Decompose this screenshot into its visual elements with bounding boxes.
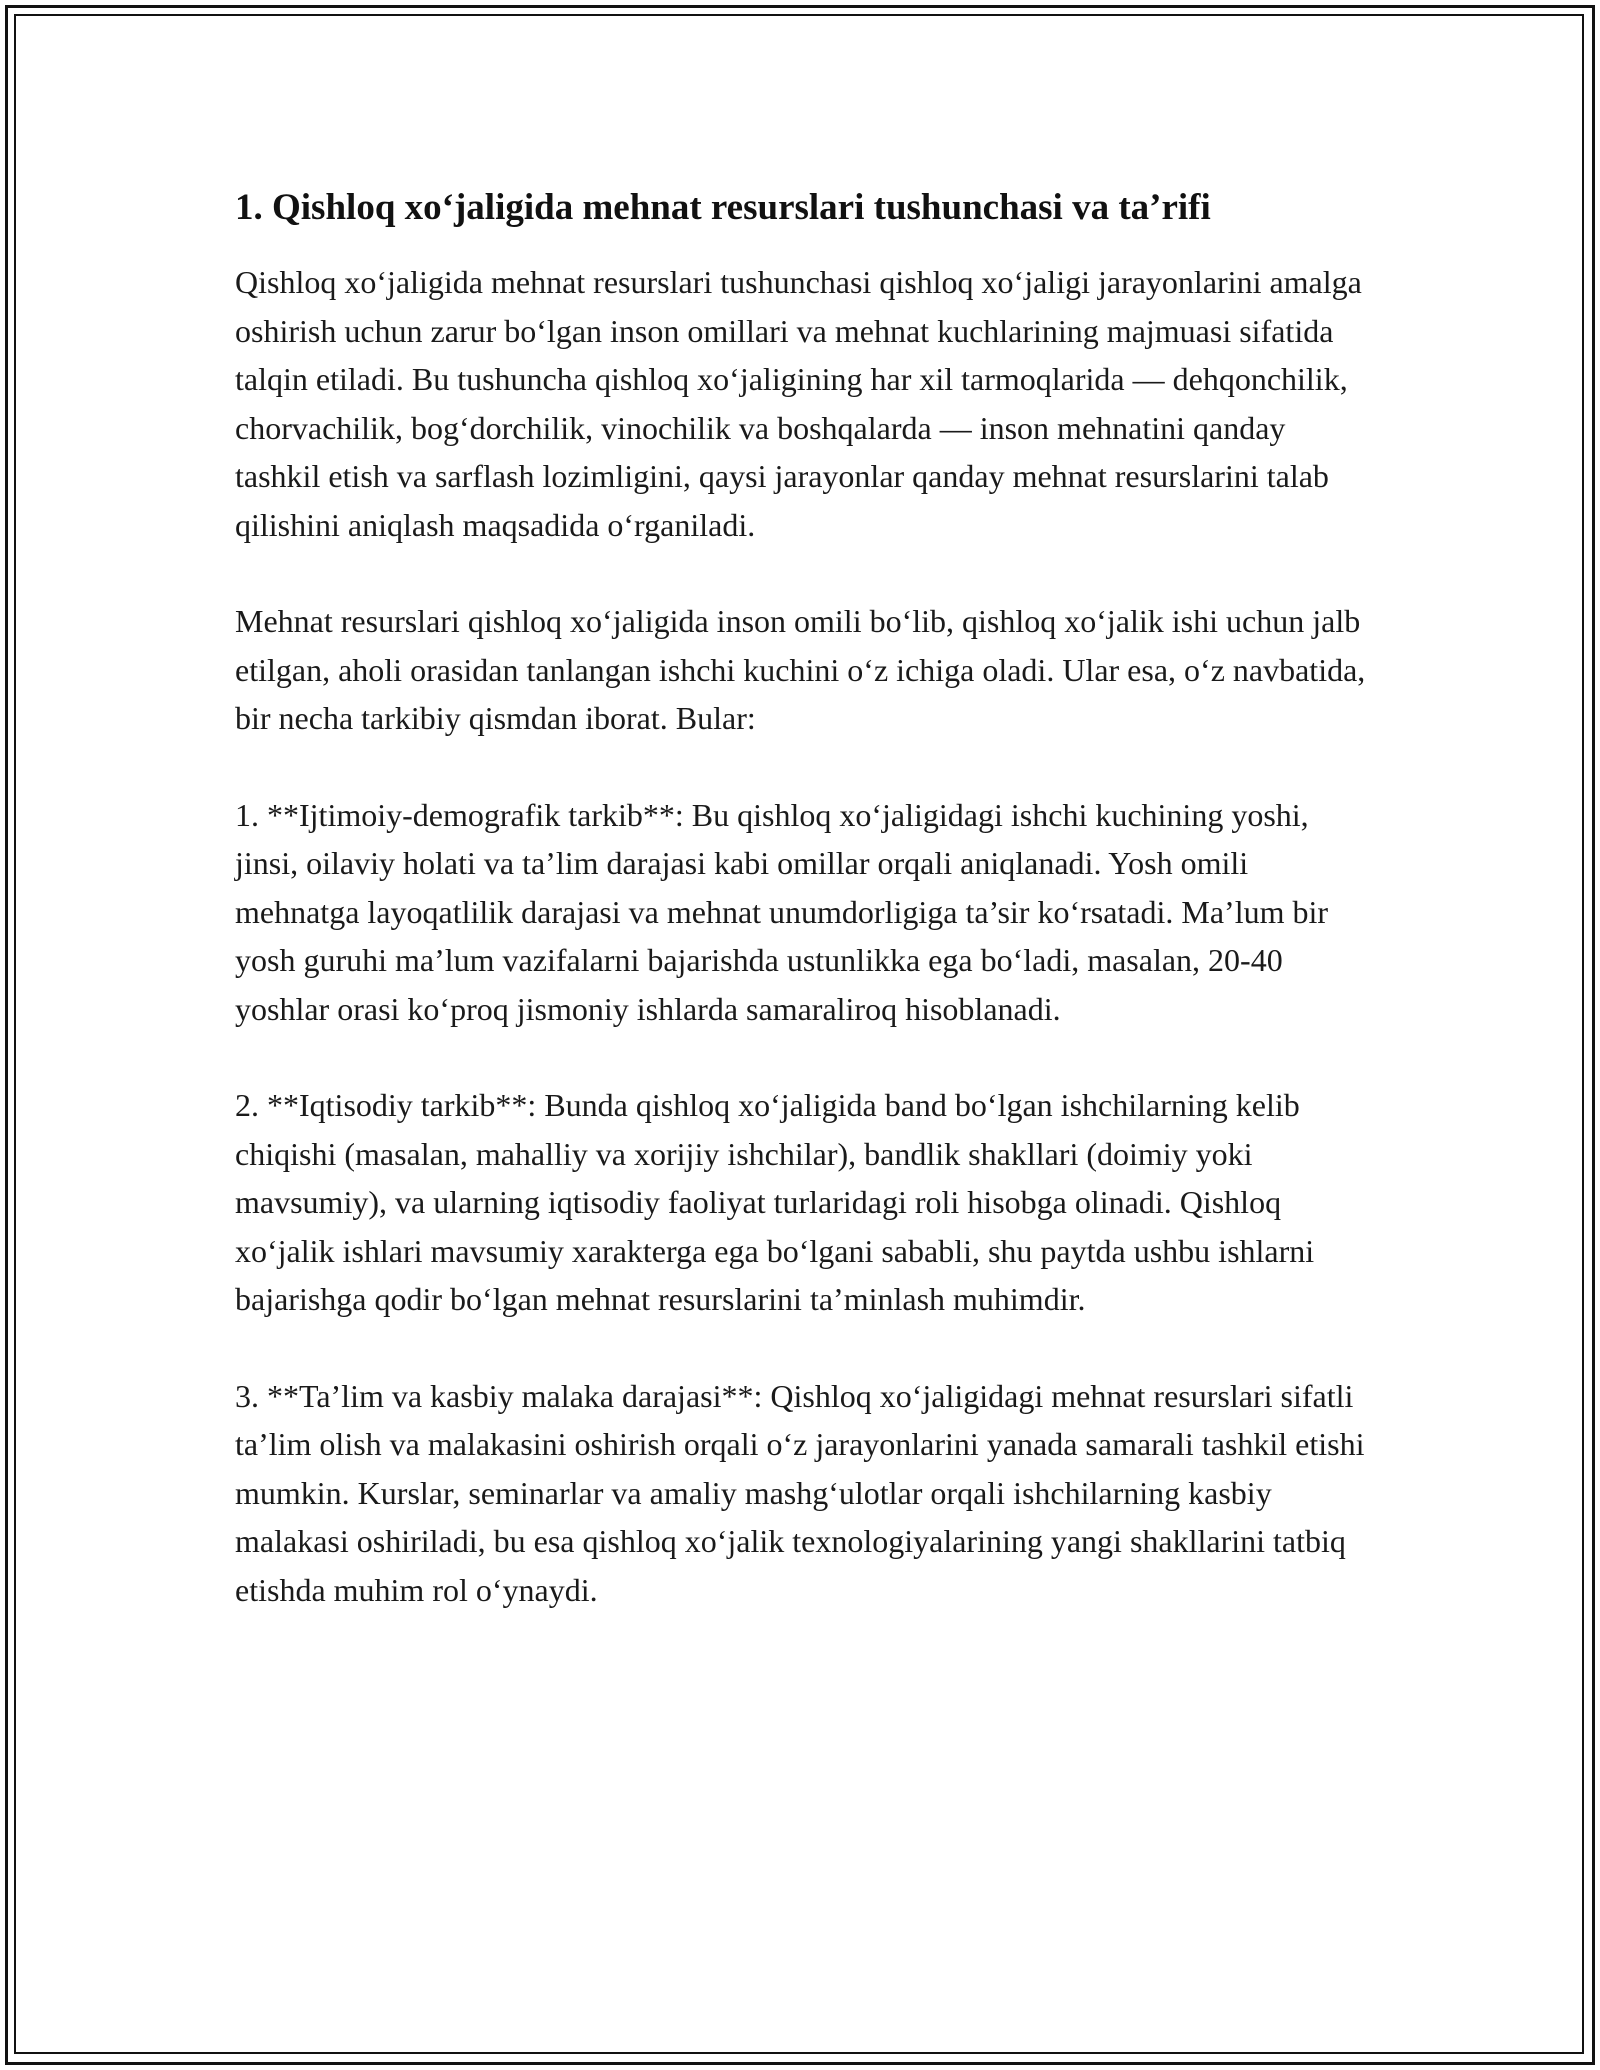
document-body [235, 186, 1370, 1614]
document-title: 1. Qishloq xo‘jaligida mehnat resurslari tushunchasi va ta’rifi [235, 187, 1211, 228]
list-item-economic: 2. **Iqtisodiy tarkib**: Bunda qishloq xo‘jaligida band bo‘lgan ishchilarning kelib chiqishi (masalan, mahalliy va xorijiy ishchilar), bandlik shakllari (doimiy yoki mavsumiy), va ularning iqtisodiy faoliyat turlaridagi roli hisobga olinadi. Qishloq xo‘jalik ishlari mavsumiy xarakterga ega bo‘lgani sababli, shu paytda ushbu ishlarni bajarishga qodir bo‘lgan mehnat resurslarini ta’minlash muhimdir. [235, 1087, 1315, 1318]
paragraph-components-intro: Mehnat resurslari qishloq xo‘jaligida inson omili bo‘lib, qishloq xo‘jalik ishi uchun jalb etilgan, aholi orasidan tanlangan ishchi kuchini o‘z ichiga oladi. Ular esa, o‘z navbatida, bir necha tarkibiy qismdan iborat. Bular: [235, 603, 1366, 737]
paragraph-definition: Qishloq xo‘jaligida mehnat resurslari tushunchasi qishloq xo‘jaligi jarayonlarini amalga oshirish uchun zarur bo‘lgan inson omillari va mehnat kuchlarining majmuasi sifatida talqin etiladi. Bu tushuncha qishloq xo‘jaligining har xil tarmoqlarida — dehqonchilik, chorvachilik, bog‘dorchilik, vinochilik va boshqalarda — inson mehnatini qanday tashkil etish va sarflash lozimligini, qaysi jarayonlar qanday mehnat resurslarini talab qilishini aniqlash maqsadida o‘rganiladi. [235, 264, 1362, 543]
list-item-education-skills: 3. **Ta’lim va kasbiy malaka darajasi**: Qishloq xo‘jaligidagi mehnat resurslari sifatli ta’lim olish va malakasini oshirish orqali o‘z jarayonlarini yanada samarali tashkil etishi mumkin. Kurslar, seminarlar va amaliy mashg‘ulotlar orqali ishchilarning kasbiy malakasi oshiriladi, bu esa qishloq xo‘jalik texnologiyalarining yangi shakllarini tatbiq etishda muhim rol o‘ynaydi. [235, 1377, 1365, 1608]
list-item-social-demographic: 1. **Ijtimoiy-demografik tarkib**: Bu qishloq xo‘jaligidagi ishchi kuchining yoshi, jinsi, oilaviy holati va ta’lim darajasi kabi omillar orqali aniqlanadi. Yosh omili mehnatga layoqatlilik darajasi va mehnat unumdorligiga ta’sir ko‘rsatadi. Ma’lum bir yosh guruhi ma’lum vazifalarni bajarishda ustunlikka ega bo‘ladi, masalan, 20-40 yoshlar orasi ko‘proq jismoniy ishlarda samaraliroq hisoblanadi. [235, 796, 1329, 1027]
